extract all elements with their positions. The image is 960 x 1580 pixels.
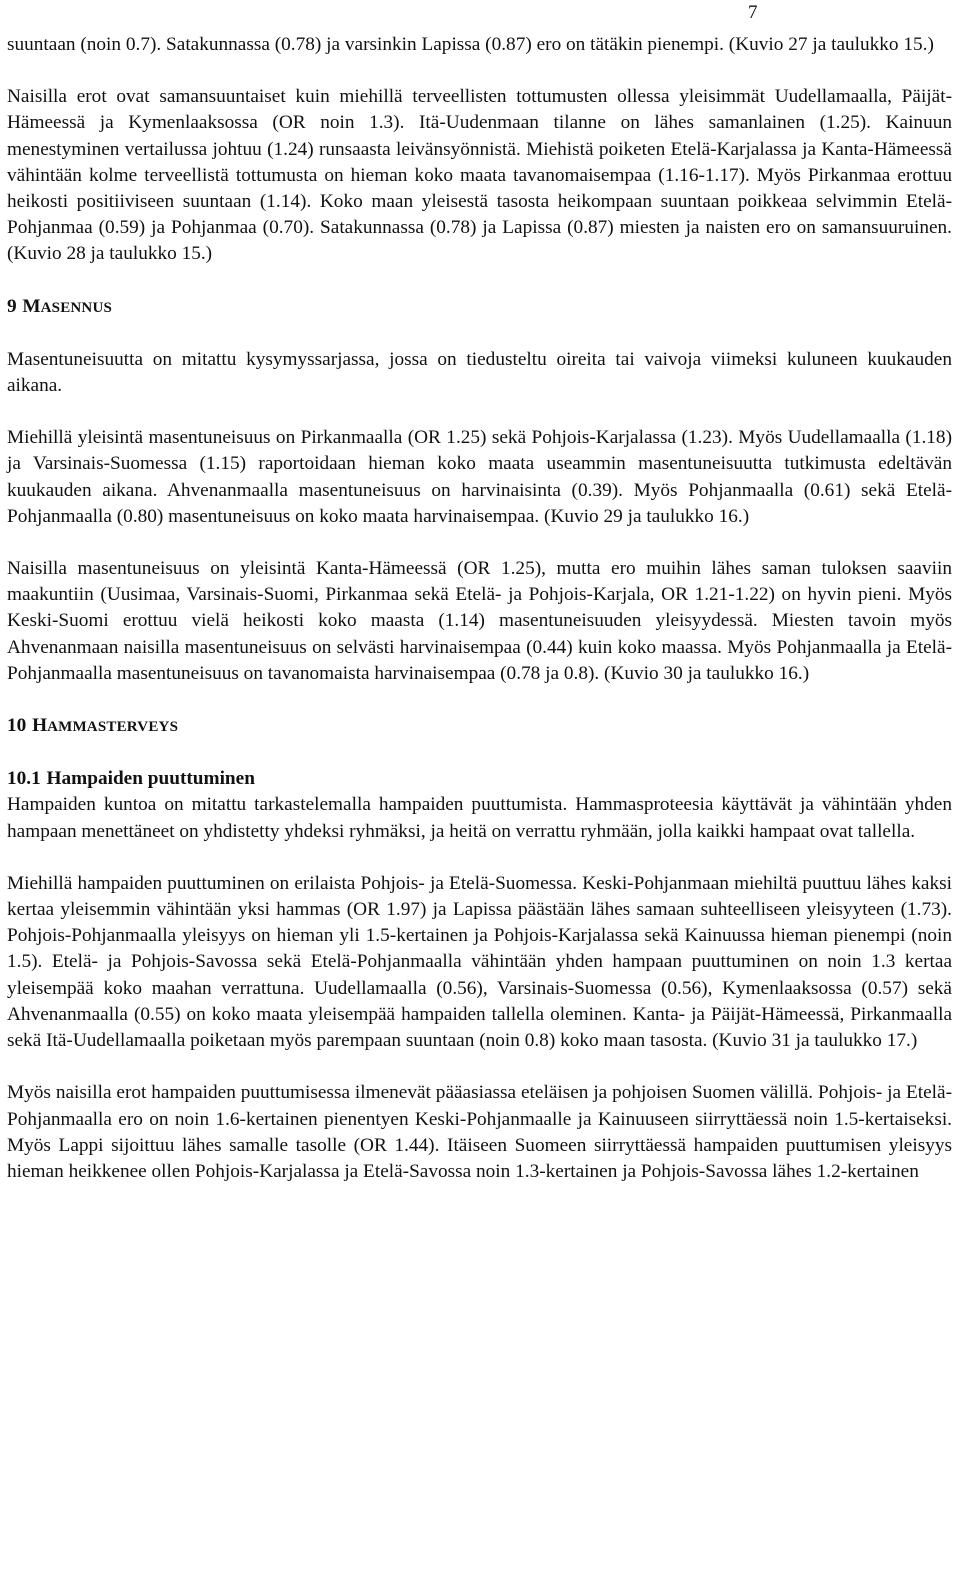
paragraph: Masentuneisuutta on mitattu kysymyssarjassa, jossa on tiedusteltu oireita tai vaivoja viimeksi kuluneen kuukauden aikana. <box>7 348 952 397</box>
section-number: 9 <box>7 295 17 317</box>
section-heading: 10 HAMMASTERVEYS <box>7 715 179 737</box>
paragraph: Miehillä yleisintä masentuneisuus on Pirkanmaalla (OR 1.25) sekä Pohjois-Karjalassa (1.23). Myös Uudellamaalla (1.18) ja Varsinais-Suomessa (1.15) raportoidaan hieman koko maata useammin masentuneisuutta tutkimusta edeltävän kuukauden aikana. Ahvenanmaalla masentuneisuus on harvinaisinta (0.39). Myös Pohjanmaalla (0.61) sekä Etelä-Pohjanmaalla (0.80) masentuneisuus on koko maata harvinaisempaa. (Kuvio 29 ja taulukko 16.) <box>7 427 952 527</box>
paragraph: Naisilla erot ovat samansuuntaiset kuin miehillä terveellisten tottumusten ollessa yleisimmät Uudellamaalla, Päijät-Hämeessä ja Kymenlaaksossa (OR noin 1.3). Itä-Uudenmaan tilanne on lähes samanlainen (1.25). Kainuun menestyminen vertailussa johtuu (1.24) runsaasta leivänsyönnistä. Miehistä poiketen Etelä-Karjalassa ja Kanta-Hämeessä vähintään kolme terveellistä tottumusta on hieman koko maata tavanomaisempaa (1.16-1.17). Myös Pirkanmaa erottuu heikosti positiiviseen suuntaan (1.14). Koko maan yleisestä tasosta heikompaan suuntaan poikkeaa selvimmin Etelä-Pohjanmaa (0.59) ja Pohjanmaa (0.70). Satakunnassa (0.78) ja Lapissa (0.87) miesten ja naisten ero on samansuuruinen. (Kuvio 28 ja taulukko 15.) <box>7 86 952 265</box>
paragraph: suuntaan (noin 0.7). Satakunnassa (0.78) ja varsinkin Lapissa (0.87) ero on tätäkin pienempi. (Kuvio 27 ja taulukko 15.) <box>7 34 934 55</box>
subsection-number: 10.1 <box>7 768 41 790</box>
paragraph: Myös naisilla erot hampaiden puuttumisessa ilmenevät pääasiassa eteläisen ja pohjoisen Suomen välillä. Pohjois- ja Etelä-Pohjanmaalla ero on noin 1.6-kertainen pienentyen Keski-Pohjanmaalle ja Kainuuseen siirryttäessä noin 1.5-kertaiseksi. Myös Lappi sijoittuu lähes samalle tasolle (OR 1.44). Itäiseen Suomeen siirryttäessä hampaiden puuttumisen yleisyys hieman heikkenee ollen Pohjois-Karjalassa ja Etelä-Savossa noin 1.3-kertainen ja Pohjois-Savossa lähes 1.2-kertainen <box>7 1082 952 1182</box>
paragraph: Hampaiden kuntoa on mitattu tarkastelemalla hampaiden puuttumista. Hammasproteesia käyttävät ja vähintään yhden hampaan menettäneet on yhdistetty yhdeksi ryhmäksi, ja heitä on verrattu ryhmään, jolla kaikki hampaat ovat tallella. <box>7 794 952 842</box>
subsection-title: Hampaiden puuttuminen <box>46 768 255 790</box>
paragraph: Miehillä hampaiden puuttuminen on erilaista Pohjois- ja Etelä-Suomessa. Keski-Pohjanmaan miehiltä puuttuu lähes kaksi kertaa yleisemmin vähintään yksi hammas (OR 1.97) ja Lapissa päästään lähes samaan suhteelliseen yleisyyteen (1.73). Pohjois-Pohjanmaalla yleisyys on hieman yli 1.5-kertainen ja Pohjois-Karjalassa sekä Kainuussa hieman pienempi (noin 1.5). Etelä- ja Pohjois-Savossa sekä Etelä-Pohjanmaalla vähintään yhden hampaan puuttuminen on noin 1.3 kertaa yleisempää koko maahan verrattuna. Uudellamaalla (0.56), Varsinais-Suomessa (0.56), Kymenlaaksossa (0.57) sekä Ahvenanmaalla (0.55) on koko maata yleisempää hampaiden tallella oleminen. Kanta- ja Päijät-Hämeessä, Pirkanmaalla sekä Itä-Uudellamaalla poiketaan myös parempaan suuntaan (noin 0.8) koko maan tasosta. (Kuvio 31 ja taulukko 17.) <box>7 872 952 1052</box>
subsection-heading <box>7 766 952 792</box>
section-heading: 9 MASENNUS <box>7 295 113 317</box>
document-body <box>7 32 952 1185</box>
paragraph: Naisilla masentuneisuus on yleisintä Kanta-Hämeessä (OR 1.25), mutta ero muihin lähes saman tuloksen saaviin maakuntiin (Uusimaa, Varsinais-Suomi, Pirkanmaa sekä Etelä- ja Pohjois-Karjala, OR 1.21-1.22) on hyvin pieni. Myös Keski-Suomi erottuu vielä heikosti koko maasta (1.14) masentuneisuuden yleisyydessä. Miesten tavoin myös Ahvenanmaan naisilla masentuneisuus on selvästi harvinaisempaa (0.44) kuin koko maassa. Myös Pohjanmaalla ja Etelä-Pohjanmaalla masentuneisuus on tavanomaista harvinaisempaa (0.78 ja 0.8). (Kuvio 30 ja taulukko 16.) <box>7 558 952 684</box>
section-number: 10 <box>7 715 27 737</box>
page-number: 7 <box>748 2 758 23</box>
